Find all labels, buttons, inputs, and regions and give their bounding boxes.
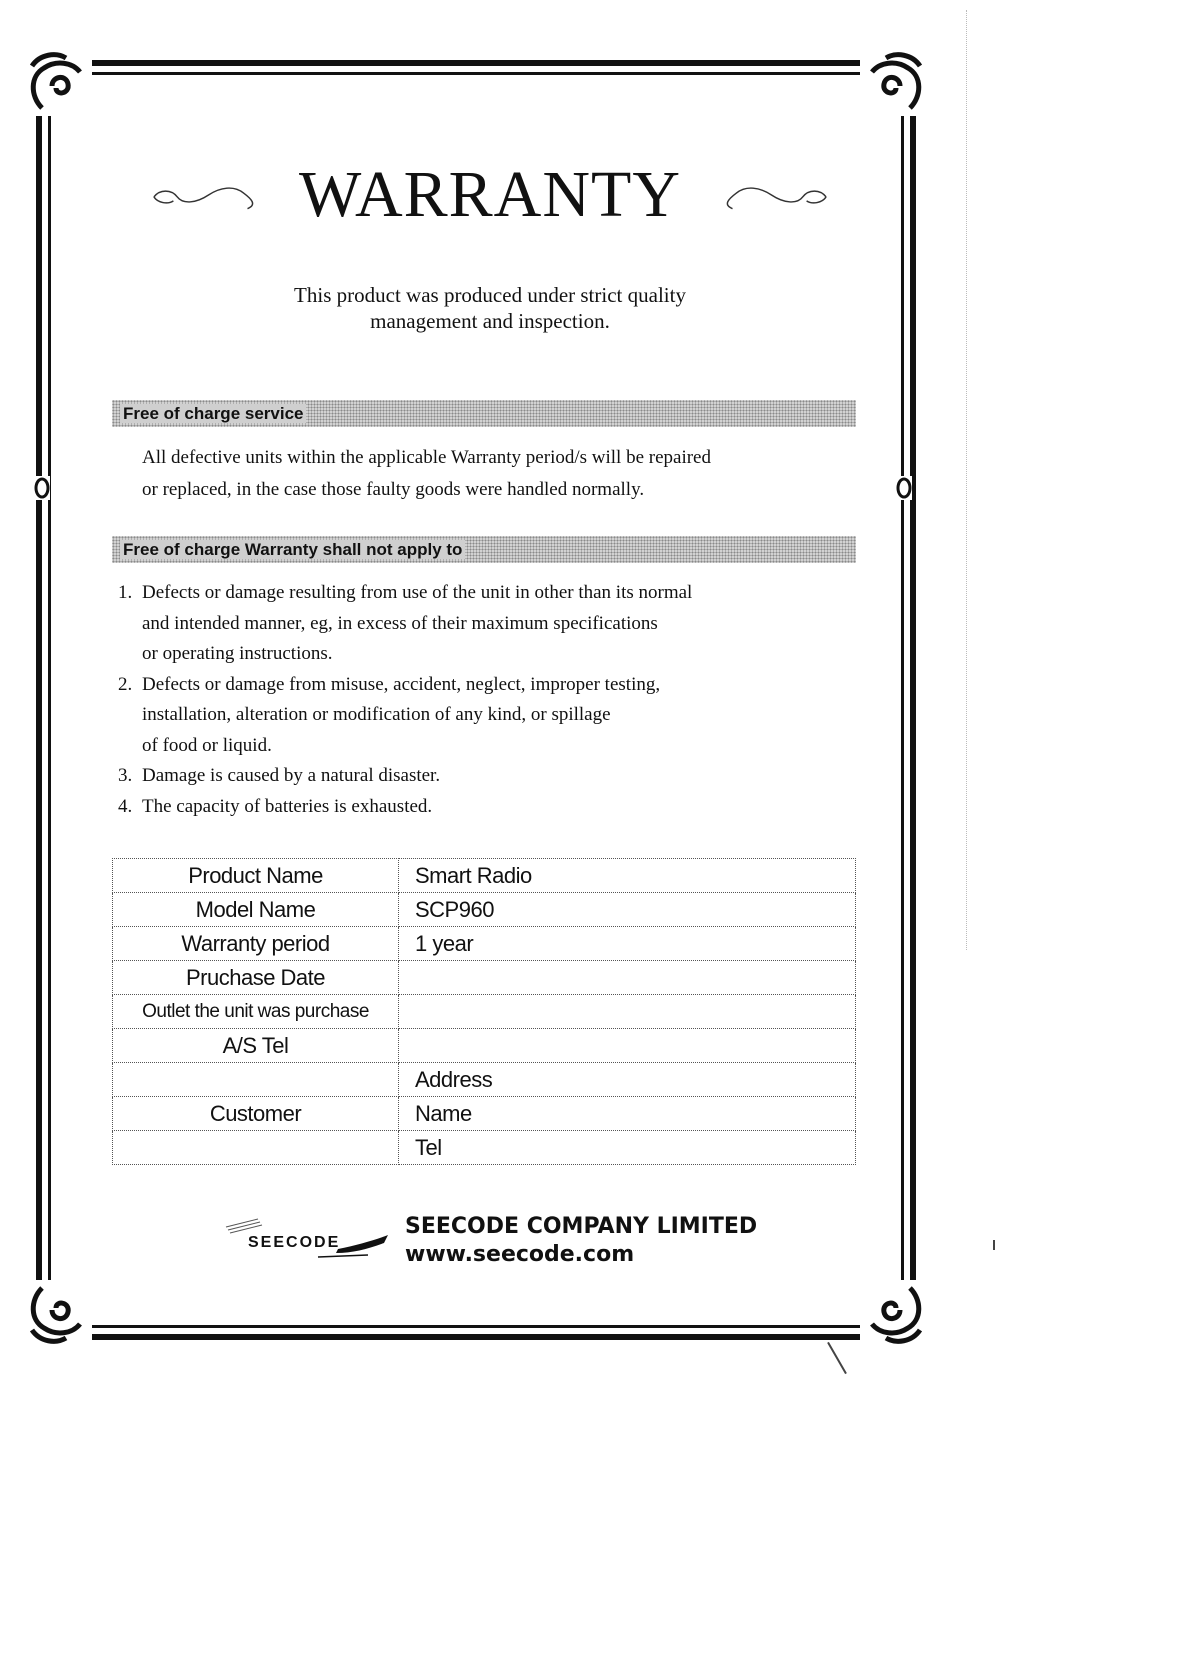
list-number: 4. [118,795,133,817]
list-line: or operating instructions. [142,643,333,664]
page-title: WARRANTY [299,158,681,231]
scan-speck [827,1342,847,1374]
table-row [113,1131,856,1165]
seecode-logo [218,1213,390,1263]
table-label-cell: Warranty period [113,927,399,961]
table-row [113,995,856,1029]
table-row [113,1097,856,1131]
scan-artifact-line [966,10,969,950]
table-label-cell: Model Name [113,893,399,927]
corner-ornament-icon [860,46,930,116]
table-value-cell [399,995,856,1029]
side-knot-icon [896,476,912,500]
section-heading-not-apply [112,536,856,563]
title-row [150,155,830,235]
table-row [113,859,856,893]
intro-line: This product was produced under strict quality [294,283,686,307]
list-line: Damage is caused by a natural disaster. [142,765,441,786]
list-line: of food or liquid. [142,734,272,756]
warranty-info-table [112,858,856,1165]
list-line: installation, alteration or modification of any kind, or spillage [142,704,611,725]
table-value-cell: Smart Radio [399,859,856,893]
table-value-cell: Name [399,1097,856,1131]
list-line: The capacity of batteries is exhausted. [142,795,433,817]
table-label-cell: Pruchase Date [113,961,399,995]
section-heading-text: Free of charge Warranty shall not apply to [120,540,465,559]
swash-left-icon [150,175,267,215]
list-number: 1. [118,582,133,603]
swash-right-icon [713,175,830,215]
table-row [113,961,856,995]
company-website: www.seecode.com [405,1242,635,1267]
table-value-cell: 1 year [399,927,856,961]
table-label-cell: Customer [113,1097,399,1131]
section-heading-free-service [112,400,856,427]
table-value-cell [399,961,856,995]
company-name: SEECODE COMPANY LIMITED [405,1214,758,1239]
company-info [405,1213,757,1269]
list-item [118,578,878,670]
exclusions-list [118,578,878,822]
scan-speck [993,1240,995,1250]
corner-ornament-icon [22,1280,92,1350]
side-knot-icon [34,476,50,500]
list-number: 2. [118,673,133,695]
table-value-cell: Address [399,1063,856,1097]
table-row [113,927,856,961]
list-line: and intended manner, eg, in excess of their maximum specifications [142,612,658,634]
table-row [113,893,856,927]
paragraph-line: or replaced, in the case those faulty goods were handled normally. [142,479,645,500]
table-label-cell: A/S Tel [113,1029,399,1063]
table-value-cell: SCP960 [399,893,856,927]
intro-line: management and inspection. [370,309,610,333]
intro-text [150,282,830,334]
table-row [113,1063,856,1097]
table-label-cell [113,1063,399,1097]
list-line: Defects or damage resulting from use of the unit in other than its normal [142,582,693,603]
corner-ornament-icon [860,1280,930,1350]
corner-ornament-icon [22,46,92,116]
table-label-cell: Outlet the unit was purchase [113,995,399,1029]
table-value-cell [399,1029,856,1063]
paragraph-line: All defective units within the applicable Warranty period/s will be repaired [142,447,711,468]
list-item [118,670,878,762]
section-heading-text: Free of charge service [120,404,306,423]
table-label-cell [113,1131,399,1165]
table-value-cell: Tel [399,1131,856,1165]
list-item [118,761,878,792]
table-label-cell: Product Name [113,859,399,893]
list-item [118,792,878,823]
list-line: Defects or damage from misuse, accident, neglect, improper testing, [142,673,661,695]
table-row [113,1029,856,1063]
free-service-paragraph [142,442,862,506]
svg-text:SEECODE: SEECODE [248,1234,341,1251]
list-number: 3. [118,765,133,786]
